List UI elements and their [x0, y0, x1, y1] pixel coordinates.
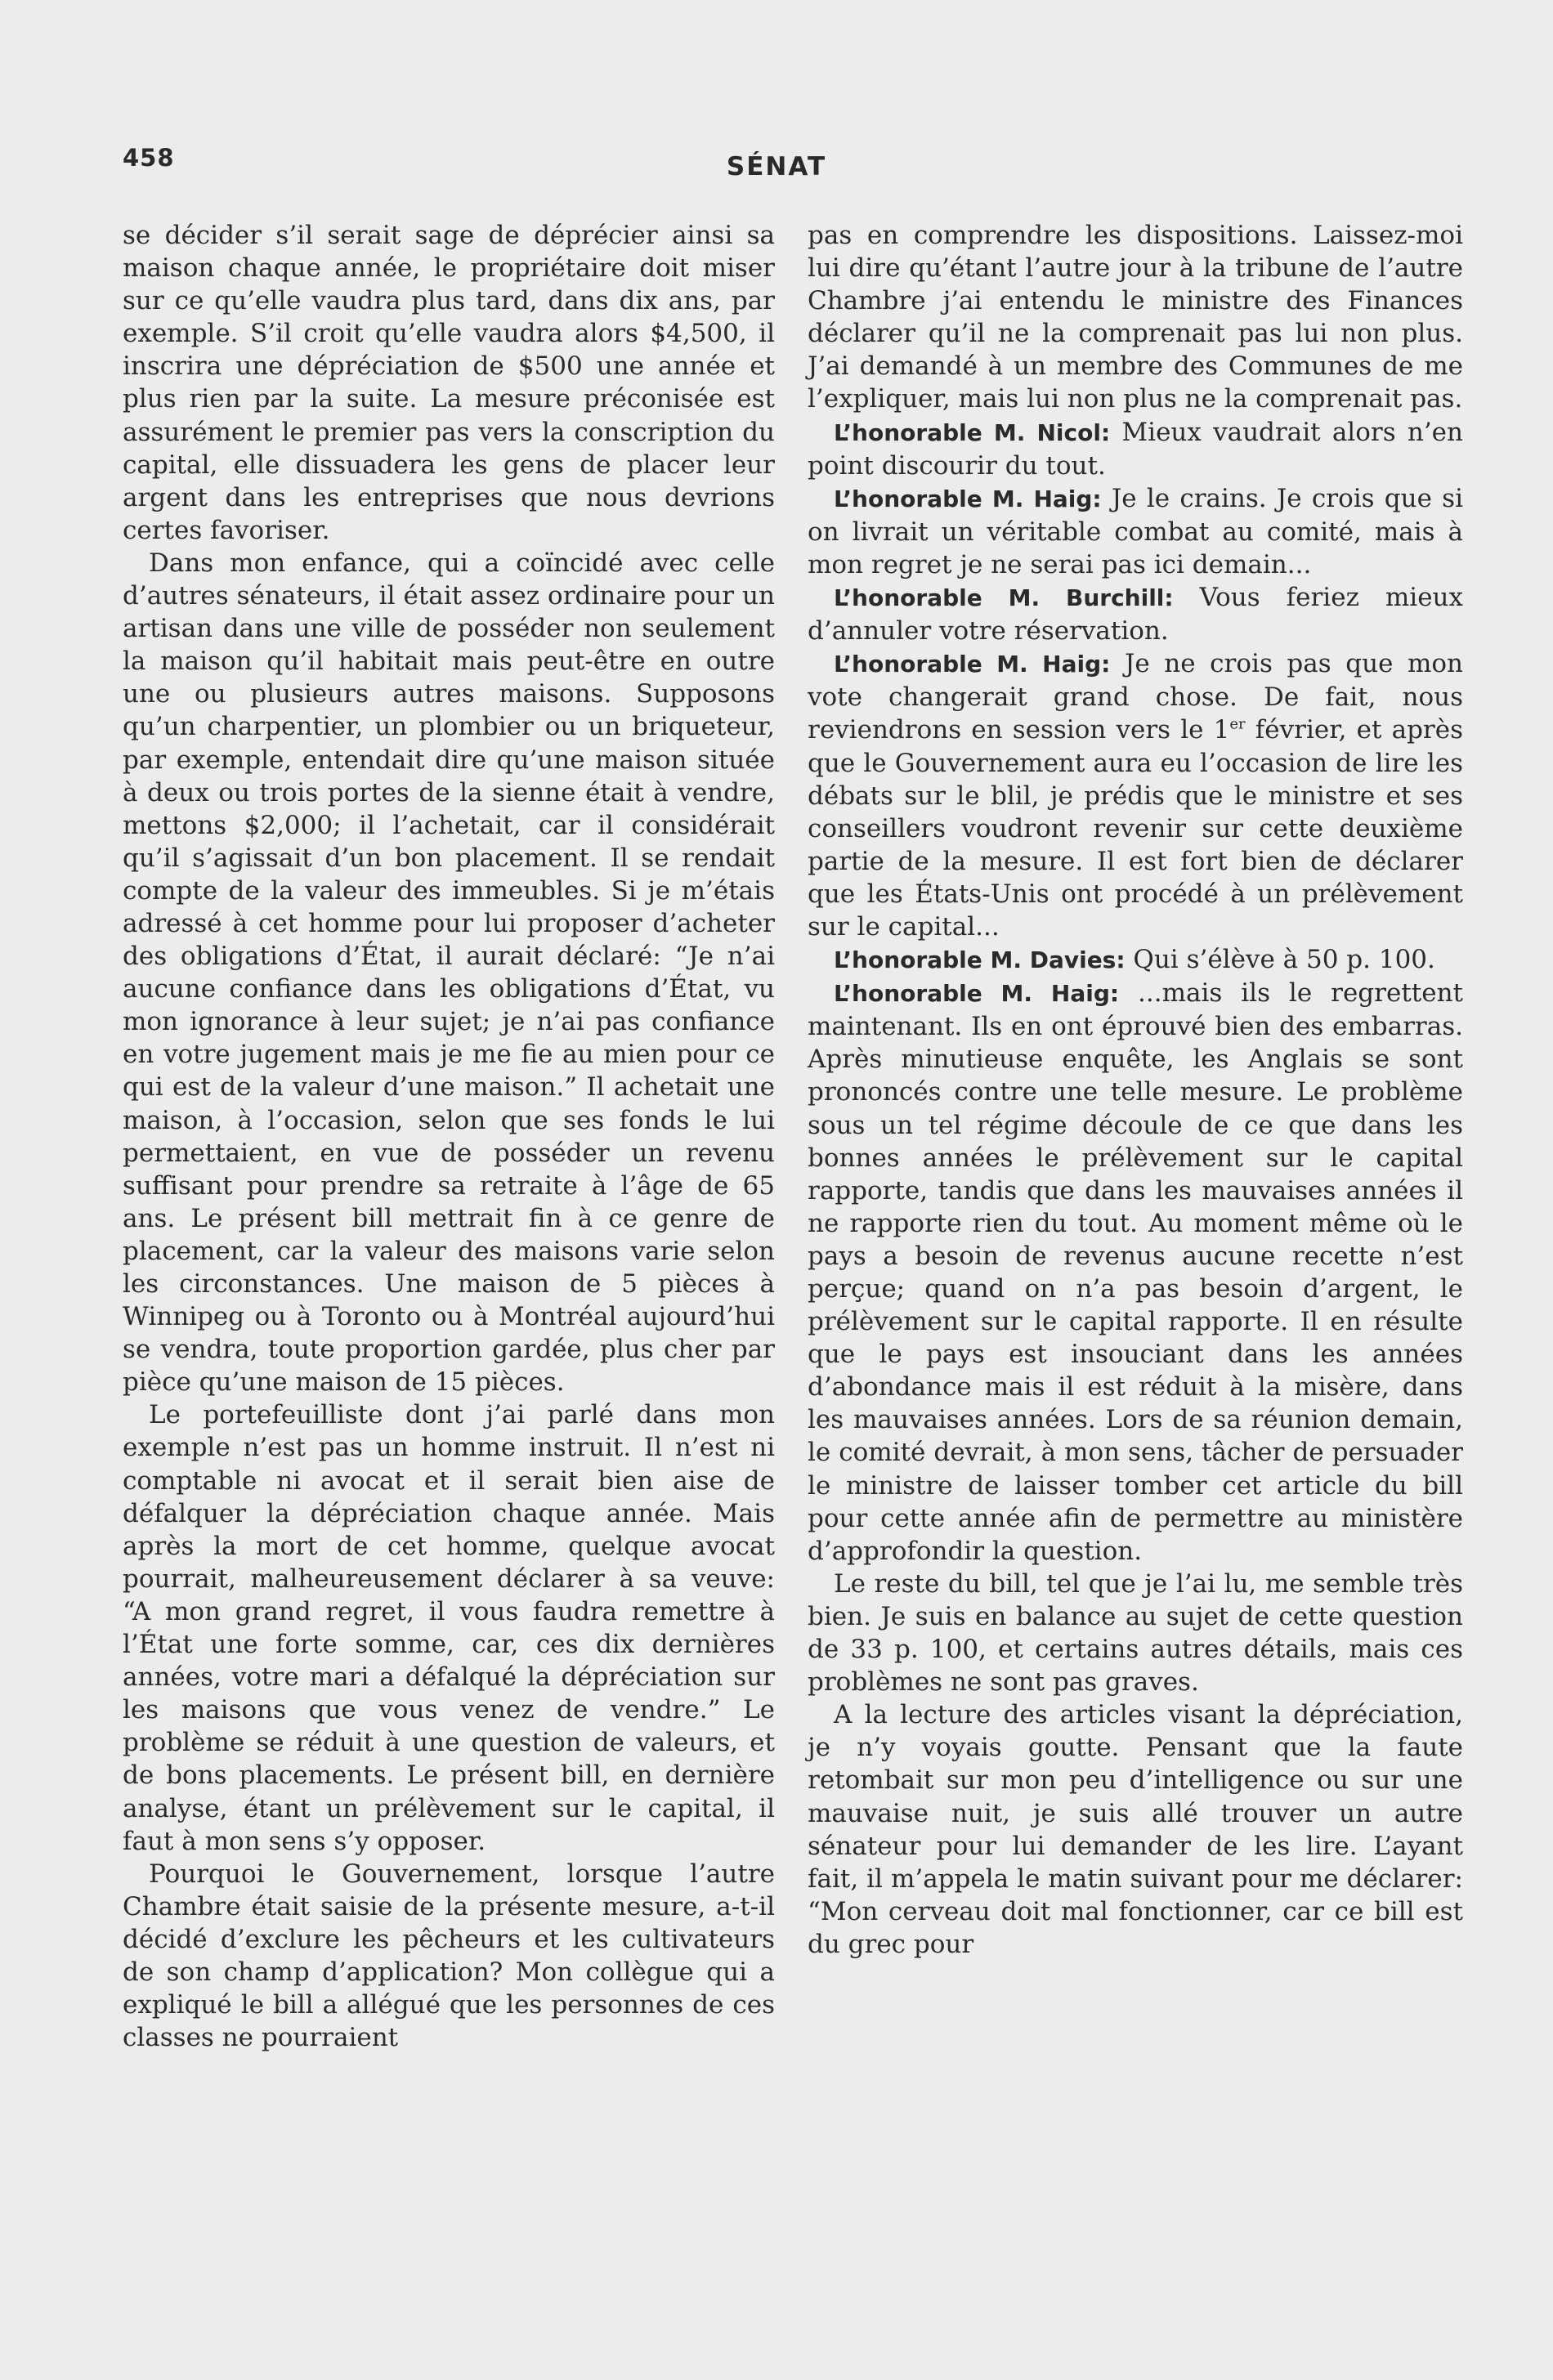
- paragraph: se décider s’il serait sage de déprécier ainsi sa maison chaque année, le propriétaire doit miser sur ce qu’elle vaudra plus tard, dans dix ans, par exemple. S’il croit qu’elle vaudra alors $4,500, il inscrira une dépréciation de $500 une année et plus rien par la suite. La mesure préconisée est assurément le premier pas vers la conscription du capital, elle dissuadera les gens de placer leur argent dans les entreprises que nous devrions certes favoriser.: [123, 221, 775, 545]
- speech-haig-2: [808, 647, 1463, 943]
- speech-text: Vous feriez mieux d’annuler votre réservation.: [808, 583, 1463, 646]
- speech-davies: [808, 943, 1463, 977]
- right-column: [808, 219, 1463, 1961]
- speech-nicol: [808, 416, 1463, 482]
- speaker-label: L’honorable M. Haig:: [834, 980, 1120, 1008]
- superscript: er: [1229, 716, 1246, 734]
- paragraph: A la lecture des articles visant la dépréciation, je n’y voyais goutte. Pensant que la faute retombait sur mon peu d’intelligence ou sur une mauvaise nuit, je suis allé trouver un autre sénateur pour lui demander de les lire. L’ayant fait, il m’appela le matin suivant pour me déclarer: “Mon cerveau doit mal fonctionner, car ce bill est du grec pour: [808, 1700, 1463, 1959]
- speech-text: Qui s’élève à 50 p. 100.: [1133, 945, 1435, 975]
- paragraph: Dans mon enfance, qui a coïncidé avec celle d’autres sénateurs, il était assez ordinaire pour un artisan dans une ville de posséder non seulement la maison qu’il habitait mais peut-être en outre une ou plusieurs autres maisons. Supposons qu’un charpentier, un plombier ou un briqueteur, par exemple, entendait dire qu’une maison située à deux ou trois portes de la sienne était à vendre, mettons $2,000; il l’achetait, car il considérait qu’il s’agissait d’un bon placement. Il se rendait compte de la valeur des immeubles. Si je m’étais adressé à cet homme pour lui proposer d’acheter des obligations d’État, il aurait déclaré: “Je n’ai aucune confiance dans les obligations d’État, vu mon ignorance à leur sujet; je n’ai pas confiance en votre jugement mais je me fie au mien pour ce qui est de la valeur d’une maison.” Il achetait une maison, à l’occasion, selon que ses fonds le lui permettaient, en vue de posséder un revenu suffisant pour prendre sa retraite à l’âge de 65 ans. Le présent bill mettrait fin à ce genre de placement, car la valeur des maisons varie selon les circonstances. Une maison de 5 pièces à Winnipeg ou à Toronto ou à Montréal aujourd’hui se vendra, toute proportion gardée, plus cher par pièce qu’une maison de 15 pièces.: [123, 548, 775, 1398]
- speaker-label: L’honorable M. Haig:: [834, 485, 1102, 512]
- speech-text-continued: février, et après que le Gouvernement aura eu l’occasion de lire les débats sur le blil, je prédis que le ministre et ses conseillers voudront revenir sur cette deuxième partie de la mesure. Il est fort bien de déclarer que les États-Unis ont procédé à un prélèvement sur le capital...: [808, 715, 1463, 942]
- speaker-label: L’honorable M. Haig:: [834, 651, 1111, 678]
- paragraph: pas en comprendre les dispositions. Laissez-moi lui dire qu’étant l’autre jour à la tribune de l’autre Chambre j’ai entendu le ministre des Finances déclarer qu’il ne la comprenait pas lui non plus. J’ai demandé à un membre des Communes de me l’expliquer, mais lui non plus ne la comprenait pas.: [808, 221, 1463, 414]
- paragraph: Pourquoi le Gouvernement, lorsque l’autre Chambre était saisie de la présente mesure, a-t-il décidé d’exclure les pêcheurs et les cultivateurs de son champ d’application? Mon collègue qui a expliqué le bill a allégué que les personnes de ces classes ne pourraient: [123, 1859, 775, 2053]
- speech-text: Je ne crois pas que mon vote changerait grand chose. De fait, nous reviendrons en session vers le 1: [808, 649, 1464, 745]
- speech-text: Je le crains. Je crois que si on livrait un véritable combat au comité, mais à mon regret je ne serai pas ici demain...: [808, 483, 1463, 579]
- page-number: 458: [123, 144, 175, 172]
- speech-haig-1: [808, 482, 1463, 581]
- paragraph: Le portefeuilliste dont j’ai parlé dans mon exemple n’est pas un homme instruit. Il n’est ni comptable ni avocat et il serait bien aise de défalquer la dépréciation chaque année. Mais après la mort de cet homme, quelque avocat pourrait, malheureusement déclarer à sa veuve: “A mon grand regret, il vous faudra remettre à l’État une forte somme, car, ces dix dernières années, votre mari a défalqué la dépréciation sur les maisons que vous venez de vendre.” Le problème se réduit à une question de valeurs, et de bons placements. Le présent bill, en dernière analyse, étant un prélèvement sur le capital, il faut à mon sens s’y opposer.: [123, 1400, 775, 1856]
- speech-haig-3: [808, 977, 1463, 1568]
- running-header: SÉNAT: [726, 152, 827, 181]
- speaker-label: L’honorable M. Davies:: [834, 946, 1126, 974]
- speech-burchill: [808, 581, 1463, 647]
- left-column: [123, 219, 775, 2054]
- speaker-label: L’honorable M. Nicol:: [834, 418, 1111, 446]
- speech-text: ...mais ils le regrettent maintenant. Ils en ont éprouvé bien des embarras. Après minutieuse enquête, les Anglais se sont prononcés contre une telle mesure. Le problème sous un tel régime découle de ce que dans les bonnes années le prélèvement sur le capital rapporte, tandis que dans les mauvaises années il ne rapporte rien du tout. Au moment même où le pays a besoin de revenus aucune recette n’est perçue; quand on n’a pas besoin d’argent, le prélèvement sur le capital rapporte. Il en résulte que le pays est insouciant dans les années d’abondance mais il est réduit à la misère, dans les mauvaises années. Lors de sa réunion demain, le comité devrait, à mon sens, tâcher de persuader le ministre de laisser tomber cet article du bill pour cette année afin de permettre au ministère d’approfondir la question.: [808, 978, 1464, 1566]
- paragraph: Le reste du bill, tel que je l’ai lu, me semble très bien. Je suis en balance au sujet de cette question de 33 p. 100, et certains autres détails, mais ces problèmes ne sont pas graves.: [808, 1568, 1463, 1698]
- speech-text: Mieux vaudrait alors n’en point discourir du tout.: [808, 417, 1463, 481]
- speaker-label: L’honorable M. Burchill:: [834, 584, 1174, 612]
